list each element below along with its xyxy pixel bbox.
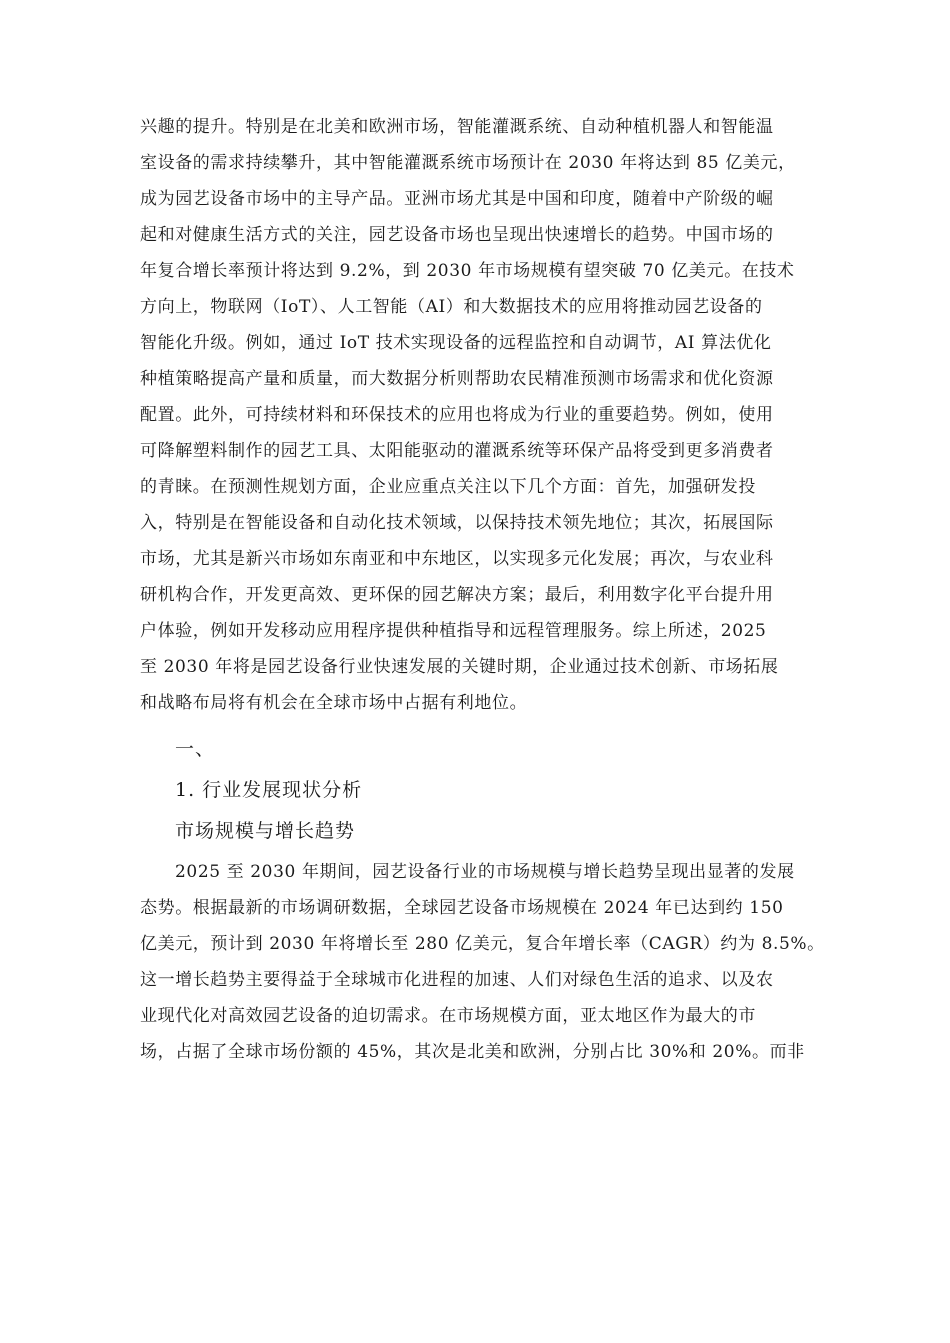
paragraph-line: 场，占据了全球市场份额的 45%，其次是北美和欧洲，分别占比 30%和 20%。而非: [140, 1042, 805, 1062]
sub-heading: 市场规模与增长趋势: [175, 820, 356, 842]
paragraph-line: 亿美元，预计到 2030 年将增长至 280 亿美元，复合年增长率（CAGR）约为 8.5%。: [140, 934, 825, 954]
paragraph-line: 户体验，例如开发移动应用程序提供种植指导和远程管理服务。综上所述，2025: [140, 621, 767, 641]
section-marker: 一、: [175, 738, 216, 760]
paragraph-line: 方向上，物联网（IoT）、人工智能（AI）和大数据技术的应用将推动园艺设备的: [140, 297, 763, 317]
paragraph-line: 2025 至 2030 年期间，园艺设备行业的市场规模与增长趋势呈现出显著的发展: [175, 862, 795, 882]
paragraph-line: 态势。根据最新的市场调研数据，全球园艺设备市场规模在 2024 年已达到约 150: [140, 898, 784, 918]
paragraph-line: 研机构合作，开发更高效、更环保的园艺解决方案；最后，利用数字化平台提升用: [140, 585, 774, 605]
paragraph-line: 市场，尤其是新兴市场如东南亚和中东地区，以实现多元化发展；再次，与农业科: [140, 549, 774, 569]
paragraph-line: 业现代化对高效园艺设备的迫切需求。在市场规模方面，亚太地区作为最大的市: [140, 1006, 756, 1026]
paragraph-line: 的青睐。在预测性规划方面，企业应重点关注以下几个方面：首先，加强研发投: [140, 477, 756, 497]
paragraph-line: 和战略布局将有机会在全球市场中占据有利地位。: [140, 693, 528, 713]
paragraph-line: 年复合增长率预计将达到 9.2%，到 2030 年市场规模有望突破 70 亿美元。在技术: [140, 261, 795, 281]
paragraph-line: 起和对健康生活方式的关注，园艺设备市场也呈现出快速增长的趋势。中国市场的: [140, 225, 774, 245]
paragraph-line: 种植策略提高产量和质量，而大数据分析则帮助农民精准预测市场需求和优化资源: [140, 369, 774, 389]
paragraph-line: 智能化升级。例如，通过 IoT 技术实现设备的远程监控和自动调节，AI 算法优化: [140, 333, 772, 353]
paragraph-line: 配置。此外，可持续材料和环保技术的应用也将成为行业的重要趋势。例如，使用: [140, 405, 774, 425]
paragraph-line: 成为园艺设备市场中的主导产品。亚洲市场尤其是中国和印度，随着中产阶级的崛: [140, 189, 774, 209]
section-heading: 1. 行业发展现状分析: [175, 779, 363, 801]
paragraph-line: 兴趣的提升。特别是在北美和欧洲市场，智能灌溉系统、自动种植机器人和智能温: [140, 117, 774, 137]
paragraph-line: 这一增长趋势主要得益于全球城市化进程的加速、人们对绿色生活的追求、以及农: [140, 970, 774, 990]
paragraph-line: 可降解塑料制作的园艺工具、太阳能驱动的灌溉系统等环保产品将受到更多消费者: [140, 441, 774, 461]
paragraph-line: 入，特别是在智能设备和自动化技术领域，以保持技术领先地位；其次，拓展国际: [140, 513, 774, 533]
paragraph-line: 至 2030 年将是园艺设备行业快速发展的关键时期，企业通过技术创新、市场拓展: [140, 657, 779, 677]
paragraph-line: 室设备的需求持续攀升，其中智能灌溉系统市场预计在 2030 年将达到 85 亿美元，: [140, 153, 796, 173]
